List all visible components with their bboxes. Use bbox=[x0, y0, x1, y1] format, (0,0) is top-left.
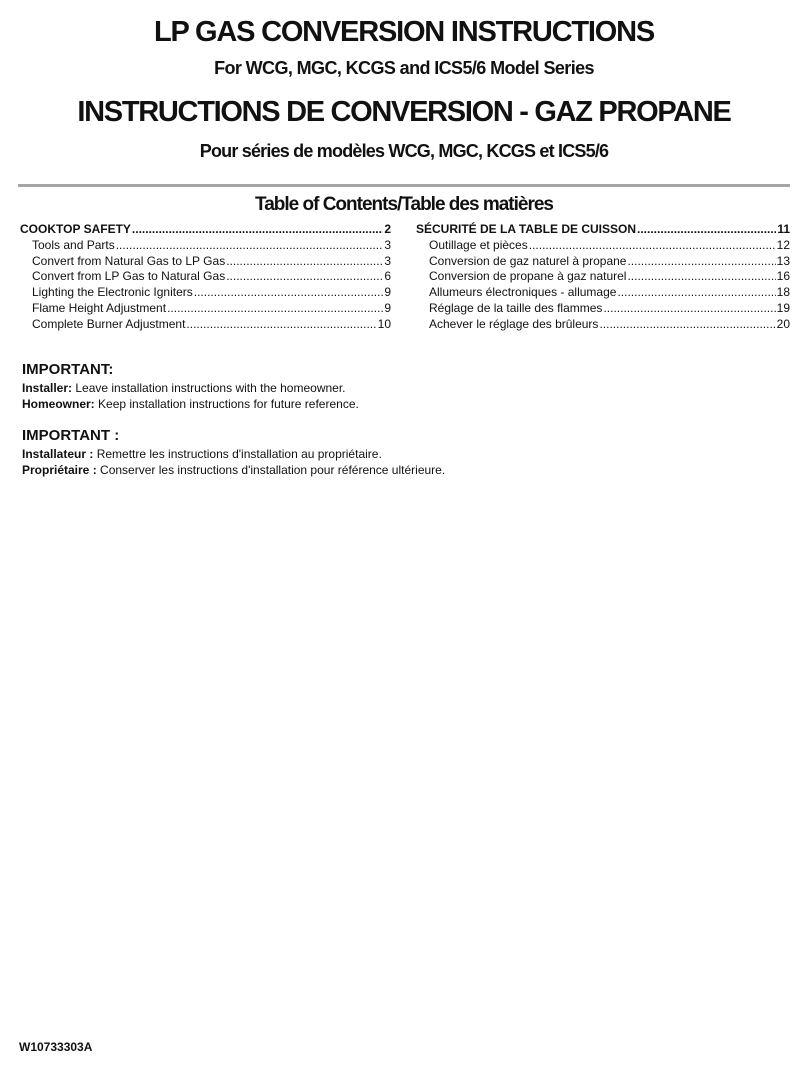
toc-leader-dots bbox=[637, 222, 776, 238]
toc-entry-page: 18 bbox=[776, 285, 790, 300]
toc-entry-lighting-igniters[interactable] bbox=[20, 285, 391, 301]
toc-entry-page: 16 bbox=[776, 269, 790, 284]
important-heading: IMPORTANT: bbox=[22, 361, 114, 378]
toc-entry-label: Outillage et pièces bbox=[429, 237, 528, 252]
subtitle-english: For WCG, MGC, KCGS and ICS5/6 Model Series bbox=[214, 58, 594, 78]
toc-entry-label: Convert from LP Gas to Natural Gas bbox=[32, 269, 226, 284]
toc-entry-flammes[interactable] bbox=[416, 301, 790, 317]
toc-entry-page: 3 bbox=[384, 253, 391, 268]
toc-leader-dots bbox=[186, 317, 376, 333]
toc-entry-flame-height[interactable] bbox=[20, 301, 391, 317]
toc-entry-label: Conversion de gaz naturel à propane bbox=[429, 253, 627, 268]
toc-leader-dots bbox=[167, 301, 383, 317]
toc-entry-label: Allumeurs électroniques - allumage bbox=[429, 285, 617, 300]
toc-entry-page: 9 bbox=[384, 285, 391, 300]
toc-entry-label: Lighting the Electronic Igniters bbox=[32, 285, 193, 300]
installateur-text: Remettre les instructions d'installation au propriétaire. bbox=[93, 447, 382, 461]
toc-entry-label: Convert from Natural Gas to LP Gas bbox=[32, 253, 226, 268]
title-english: LP GAS CONVERSION INSTRUCTIONS bbox=[153, 16, 655, 48]
toc-entry-label: Réglage de la taille des flammes bbox=[429, 300, 603, 315]
toc-entry-burner-adjustment[interactable] bbox=[20, 317, 391, 333]
toc-entry-label: Tools and Parts bbox=[32, 237, 115, 252]
important-notice-english bbox=[22, 361, 782, 412]
toc-entry-gaz-naturel-propane[interactable] bbox=[416, 254, 790, 270]
toc-leader-dots bbox=[116, 238, 384, 254]
toc-entry-label: SÉCURITÉ DE LA TABLE DE CUISSON bbox=[416, 222, 637, 236]
toc-entry-label: Flame Height Adjustment bbox=[32, 300, 167, 315]
toc-leader-dots bbox=[132, 222, 383, 238]
installer-note bbox=[22, 380, 782, 396]
proprietaire-label: Propriétaire : bbox=[22, 463, 97, 477]
toc-heading: Table of Contents/Table des matières bbox=[255, 194, 553, 215]
toc-entry-tools-and-parts[interactable] bbox=[20, 238, 391, 254]
toc-entry-outillage[interactable] bbox=[416, 238, 790, 254]
toc-leader-dots bbox=[226, 269, 383, 285]
toc-leader-dots bbox=[529, 238, 776, 254]
installateur-note bbox=[22, 446, 782, 462]
toc-english bbox=[20, 222, 391, 333]
toc-entry-securite[interactable] bbox=[416, 222, 790, 238]
toc-entry-page: 20 bbox=[776, 316, 790, 331]
installer-text: Leave installation instructions with the homeowner. bbox=[72, 381, 346, 395]
toc-entry-page: 3 bbox=[384, 237, 391, 252]
toc-entry-lp-to-natural[interactable] bbox=[20, 269, 391, 285]
toc-entry-allumeurs[interactable] bbox=[416, 285, 790, 301]
toc-entry-label: Achever le réglage des brûleurs bbox=[429, 316, 599, 331]
toc-entry-page: 6 bbox=[384, 269, 391, 284]
toc-entry-propane-gaz-naturel[interactable] bbox=[416, 269, 790, 285]
toc-entry-page: 2 bbox=[384, 222, 391, 236]
toc-entry-cooktop-safety[interactable] bbox=[20, 222, 391, 238]
toc-entry-label: Conversion de propane à gaz naturel bbox=[429, 269, 627, 284]
toc-entry-natural-to-lp[interactable] bbox=[20, 254, 391, 270]
toc-leader-dots bbox=[617, 285, 775, 301]
toc-leader-dots bbox=[603, 301, 775, 317]
homeowner-note bbox=[22, 396, 782, 412]
homeowner-label: Homeowner: bbox=[22, 397, 95, 411]
toc-leader-dots bbox=[599, 317, 775, 333]
toc-leader-dots bbox=[627, 254, 775, 270]
important-notice-french bbox=[22, 427, 782, 478]
toc-entry-bruleurs[interactable] bbox=[416, 317, 790, 333]
toc-leader-dots bbox=[194, 285, 384, 301]
proprietaire-note bbox=[22, 462, 782, 478]
toc-entry-page: 12 bbox=[776, 237, 790, 252]
installer-label: Installer: bbox=[22, 381, 73, 395]
toc-leader-dots bbox=[627, 269, 775, 285]
proprietaire-text: Conserver les instructions d'installation pour référence ultérieure. bbox=[96, 463, 446, 477]
homeowner-text: Keep installation instructions for future reference. bbox=[94, 397, 359, 411]
title-french: INSTRUCTIONS DE CONVERSION - GAZ PROPANE bbox=[77, 96, 731, 128]
toc-entry-page: 13 bbox=[776, 253, 790, 268]
toc-leader-dots bbox=[226, 254, 383, 270]
toc-entry-page: 11 bbox=[777, 222, 790, 236]
installateur-label: Installateur : bbox=[22, 447, 94, 461]
document-number: W10733303A bbox=[19, 1040, 93, 1054]
toc-entry-label: Complete Burner Adjustment bbox=[32, 316, 186, 331]
toc-entry-label: COOKTOP SAFETY bbox=[20, 222, 131, 236]
header-divider bbox=[18, 184, 790, 187]
toc-french bbox=[416, 222, 790, 333]
subtitle-french: Pour séries de modèles WCG, MGC, KCGS et ICS5/6 bbox=[199, 141, 609, 161]
toc-entry-page: 19 bbox=[776, 300, 790, 315]
important-heading: IMPORTANT : bbox=[22, 427, 120, 444]
toc-entry-page: 10 bbox=[377, 316, 391, 331]
toc-entry-page: 9 bbox=[384, 300, 391, 315]
